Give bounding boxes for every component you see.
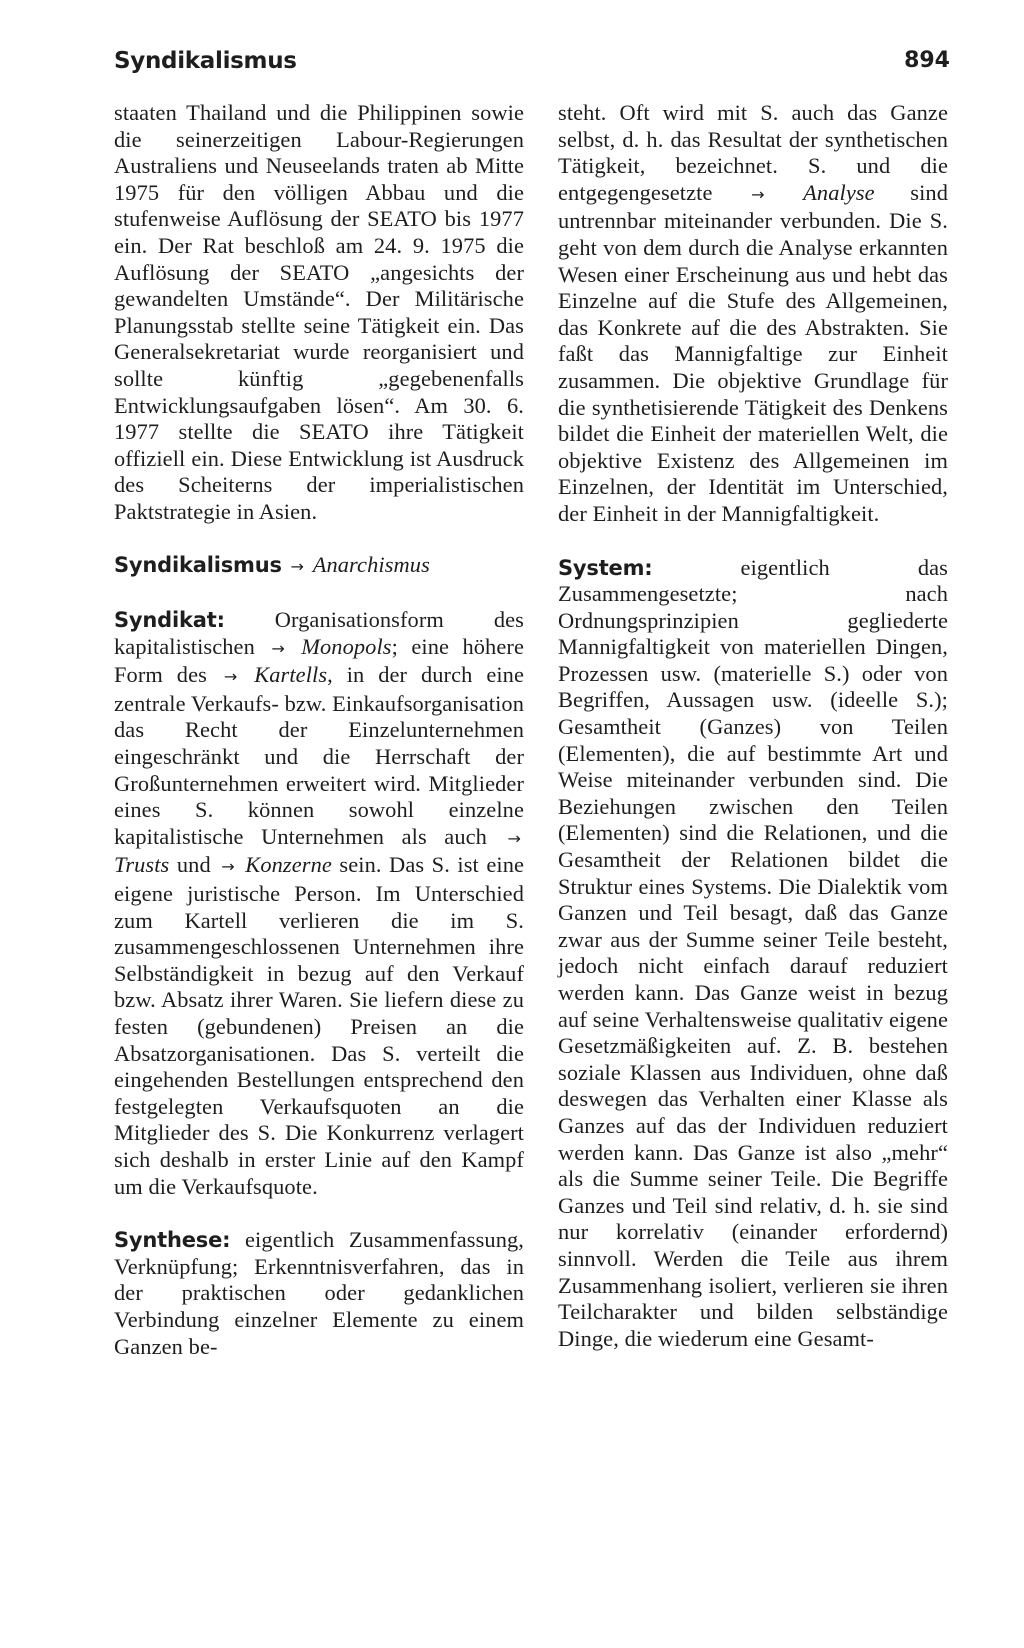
continuation-text: staaten Thailand und die Philippinen sowie die seinerzeitigen Labour-Regierungen Australiens und Neuseelands traten ab Mitte 1975 für den völligen Abbau und die stufenweise Auflösung der SEATO bis 1977 ein. Der Rat beschloß am 24. 9. 1975 die Auflösung der SEATO „angesichts der gewandelten Umstände“. Der Militärische Planungsstab stellte seine Tätigkeit ein. Das Generalsekretariat wurde reorganisiert und sollte künftig „gegebenenfalls Entwicklungsaufgaben lösen“. Am 30. 6. 1977 stellte die SEATO ihre Tätigkeit offiziell ein. Diese Entwicklung ist Ausdruck des Scheiterns der imperialistischen Paktstrategie in Asien. [114, 100, 524, 524]
cross-reference-arrow-icon: → [290, 556, 304, 576]
cross-reference-analyse: Analyse [803, 179, 875, 205]
cross-reference-arrow-icon: → [751, 184, 765, 204]
syndikat-text-4: und [176, 852, 211, 878]
cross-reference-arrow-icon: → [271, 638, 285, 658]
left-column [114, 100, 524, 1360]
synthese-cont-text-2: sind untrennbar miteinander verbunden. Die S. geht von dem durch die Analyse erkannten Wesen einer Erscheinung aus und hebt das Einzelne auf die Stufe des Allgemeinen, das Konkrete auf die des Abstrakten. Sie faßt das Mannigfaltige zur Einheit zusammen. Die objektive Grundlage für die synthetisierende Tätigkeit des Denkens bildet die Einheit der materiellen Welt, die objektive Existenz des Allgemeinen im Einzelnen, der Identität im Unterschied, der Einheit in der Mannigfaltigkeit. [558, 179, 948, 526]
headword-system: System: [558, 555, 653, 580]
syndikat-text-2: ; eine höhere Form des [114, 633, 524, 688]
synthese-cont-text-1: steht. Oft wird mit S. auch das Ganze selbst, d. h. das Resultat der synthetischen Tätigkeit, bezeichnet. S. und die entgegengesetzte [558, 100, 948, 205]
cross-reference-arrow-icon: → [223, 667, 238, 687]
cross-reference-konzerne: Konzerne [245, 852, 332, 878]
synthese-continuation [558, 100, 948, 528]
entry-synthese [114, 1227, 524, 1360]
continuation-paragraph [114, 100, 524, 526]
syndikat-text-3: , in der durch eine zentrale Verkaufs- bzw. Einkaufsorganisation das Recht der Einzelunternehmen eingeschränkt und die Herrschaft der Großunternehmen erweitert wird. Mitglieder eines S. können sowohl einzelne kapitalistische Unternehmen als auch [114, 662, 525, 849]
right-column [558, 100, 948, 1352]
syndikat-text-1: Organisationsform des kapitalistischen [114, 607, 524, 659]
headword-synthese: Synthese: [114, 1228, 231, 1253]
cross-reference-arrow-icon: → [221, 857, 235, 877]
entry-system [558, 555, 948, 1353]
cross-reference-monopols: Monopols [301, 633, 392, 659]
headword-syndikalismus: Syndikalismus [114, 552, 282, 577]
cross-reference-anarchismus: Anarchismus [312, 551, 430, 577]
syndikat-text-5: sein. Das S. ist eine eigene juristische Person. Im Unterschied zum Kartell verlieren die im S. zusammengeschlossenen Unternehmen ihre Selbständigkeit in bezug auf den Verkauf bzw. Absatz ihrer Waren. Sie liefern diese zu festen (gebundenen) Preisen an die Absatzorganisationen. Das S. verteilt die eingehenden Bestellungen entsprechend den festgelegten Verkaufsquoten an die Mitglieder des S. Die Konkurrenz verlagert sich deshalb in erster Linie auf den Kampf um die Verkaufsquote. [114, 852, 525, 1199]
page-number: 894 [904, 48, 950, 73]
synthese-text: eigentlich Zusammenfassung, Verknüpfung; Erkenntnisverfahren, das in der praktischen oder gedanklichen Verbindung einzelner Elemente zu einem Ganzen be- [114, 1227, 524, 1359]
running-head: Syndikalismus [114, 48, 297, 74]
headword-syndikat: Syndikat: [114, 608, 225, 633]
system-text: eigentlich das Zusammengesetzte; nach Ordnungsprinzipien gegliederte Mannigfaltigkeit von materiellen Dingen, Prozessen usw. (materielle S.) oder von Begriffen, Aussagen usw. (ideelle S.); Gesamtheit (Ganzes) von Teilen (Elementen), die auf bestimmte Art und Weise miteinander verbunden sind. Die Beziehungen zwischen den Teilen (Elementen) sind die Relationen, und die Gesamtheit der Relationen bildet die Struktur eines Systems. Die Dialektik vom Ganzen und Teil besagt, daß das Ganze zwar aus der Summe seiner Teile besteht, jedoch nicht einfach darauf reduziert werden kann. Das Ganze weist in bezug auf seine Verhaltensweise qualitativ eigene Gesetzmäßigkeiten auf. Z. B. bestehen soziale Klassen aus Individuen, ohne daß deswegen das Verhalten einer Klasse als Ganzes auf das der Individuen reduziert werden kann. Das Ganze ist also „mehr“ als die Summe seiner Teile. Die Begriffe Ganzes und Teil sind relativ, d. h. sie sind nur korrelativ (einander erfordernd) sinnvoll. Werden die Teile aus ihrem Zusammenhang isoliert, verlieren sie ihren Teilcharakter und bilden selbständige Dinge, die wiederum eine Gesamt- [558, 554, 948, 1351]
entry-syndikat [114, 607, 524, 1200]
cross-reference-kartells: Kartells [254, 662, 328, 688]
entry-syndikalismus [114, 552, 524, 581]
cross-reference-trusts: Trusts [114, 852, 170, 878]
page-header [114, 48, 950, 82]
cross-reference-arrow-icon: → [507, 828, 521, 848]
